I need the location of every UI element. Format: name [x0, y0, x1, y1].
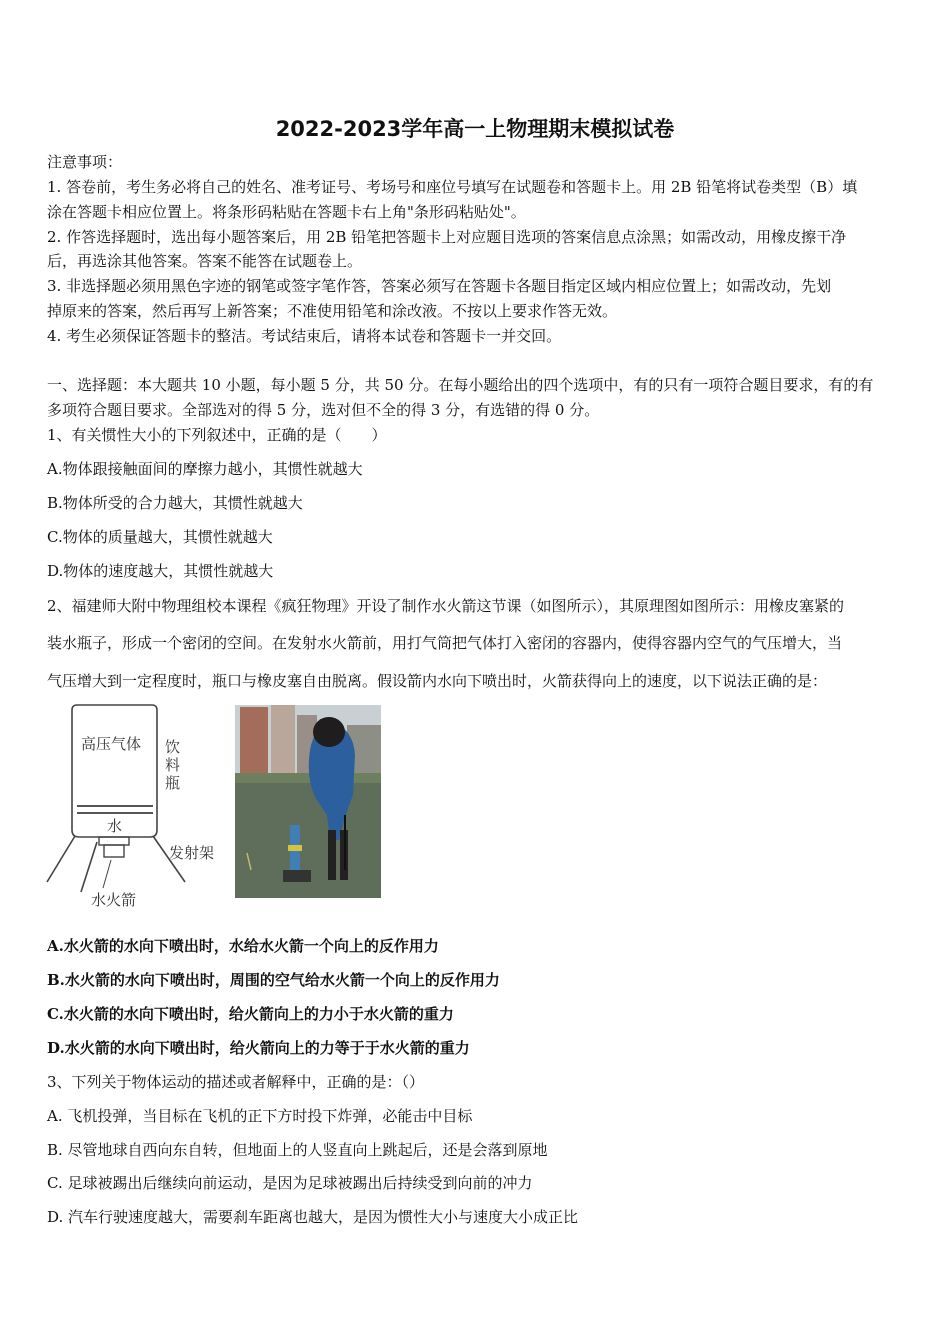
notice-line: 后，再选涂其他答案。答案不能答在试题卷上。	[47, 252, 363, 270]
notice-line: 涂在答题卡相应位置上。将条形码粘贴在答题卡右上角"条形码粘贴处"。	[47, 203, 526, 221]
section-intro: 一、选择题：本大题共 10 小题，每小题 5 分，共 50 分。在每小题给出的四个选项中，有的只有一项符合题目要求，有的有	[47, 376, 874, 394]
notice-line: 掉原来的答案，然后再写上新答案；不准使用铅笔和涂改液。不按以上要求作答无效。	[47, 302, 618, 320]
notice-line: 2. 作答选择题时，选出每小题答案后，用 2B 铅笔把答题卡上对应题目选项的答案信息点涂黑；如需改动，用橡皮擦干净	[47, 228, 847, 246]
label-water: 水	[107, 817, 123, 835]
question-2-option: D.水火箭的水向下喷出时，给火箭向上的力等于于水火箭的重力	[47, 1039, 470, 1057]
label-bottle-3: 瓶	[165, 774, 181, 792]
question-2-stem: 装水瓶子，形成一个密闭的空间。在发射水火箭前，用打气筒把气体打入密闭的容器内，使得容器内空气的气压增大，当	[47, 634, 843, 652]
question-1-option: C.物体的质量越大，其惯性就越大	[47, 528, 273, 546]
question-2-stem: 气压增大到一定程度时，瓶口与橡皮塞自由脱离。假设箭内水向下喷出时，火箭获得向上的速度，以下说法正确的是：	[47, 672, 828, 690]
question-3-option: C. 足球被踢出后继续向前运动，是因为足球被踢出后持续受到向前的冲力	[47, 1174, 533, 1192]
label-rocket: 水火箭	[91, 891, 137, 909]
question-1-option: B.物体所受的合力越大，其惯性就越大	[47, 494, 303, 512]
notice-line: 1. 答卷前，考生务必将自己的姓名、准考证号、考场号和座位号填写在试题卷和答题卡上。用 2B 铅笔将试卷类型（B）填	[47, 178, 858, 196]
question-1-option: A.物体跟接触面间的摩擦力越小，其惯性就越大	[47, 460, 363, 478]
label-gas: 高压气体	[81, 735, 142, 753]
question-3-option: D. 汽车行驶速度越大，需要刹车距离也越大，是因为惯性大小与速度大小成正比	[47, 1208, 579, 1226]
label-bottle-1: 饮	[165, 738, 181, 756]
question-2-option: C.水火箭的水向下喷出时，给火箭向上的力小于水火箭的重力	[47, 1005, 454, 1023]
notice-line: 3. 非选择题必须用黑色字迹的钢笔或签字笔作答，答案必须写在答题卡各题目指定区域内相应位置上；如需改动，先划	[47, 277, 832, 295]
label-launcher: 发射架	[169, 844, 215, 862]
question-1-stem: 1、有关惯性大小的下列叙述中，正确的是（ ）	[47, 426, 387, 444]
label-bottle-2: 料	[165, 756, 181, 774]
notice-heading: 注意事项：	[47, 153, 123, 171]
rocket-launch-photo	[235, 705, 381, 898]
question-3-stem: 3、下列关于物体运动的描述或者解释中，正确的是：（）	[47, 1073, 425, 1091]
section-intro: 多项符合题目要求。全部选对的得 5 分，选对但不全的得 3 分，有选错的得 0 分。	[47, 401, 600, 419]
question-3-option: B. 尽管地球自西向东自转，但地面上的人竖直向上跳起后，还是会落到原地	[47, 1141, 548, 1159]
question-1-option: D.物体的速度越大，其惯性就越大	[47, 562, 274, 580]
notice-line: 4. 考生必须保证答题卡的整洁。考试结束后，请将本试卷和答题卡一并交回。	[47, 327, 562, 345]
water-rocket-diagram	[45, 700, 230, 915]
question-2-option: A.水火箭的水向下喷出时，水给水火箭一个向上的反作用力	[47, 937, 439, 955]
question-2-stem: 2、福建师大附中物理组校本课程《疯狂物理》开设了制作水火箭这节课（如图所示），其原理图如图所示：用橡皮塞紧的	[47, 597, 845, 615]
question-3-option: A. 飞机投弹，当目标在飞机的正下方时投下炸弹，必能击中目标	[47, 1107, 473, 1125]
page-title: 2022-2023学年高一上物理期末模拟试卷	[275, 117, 675, 141]
question-2-option: B.水火箭的水向下喷出时，周围的空气给水火箭一个向上的反作用力	[47, 971, 500, 989]
